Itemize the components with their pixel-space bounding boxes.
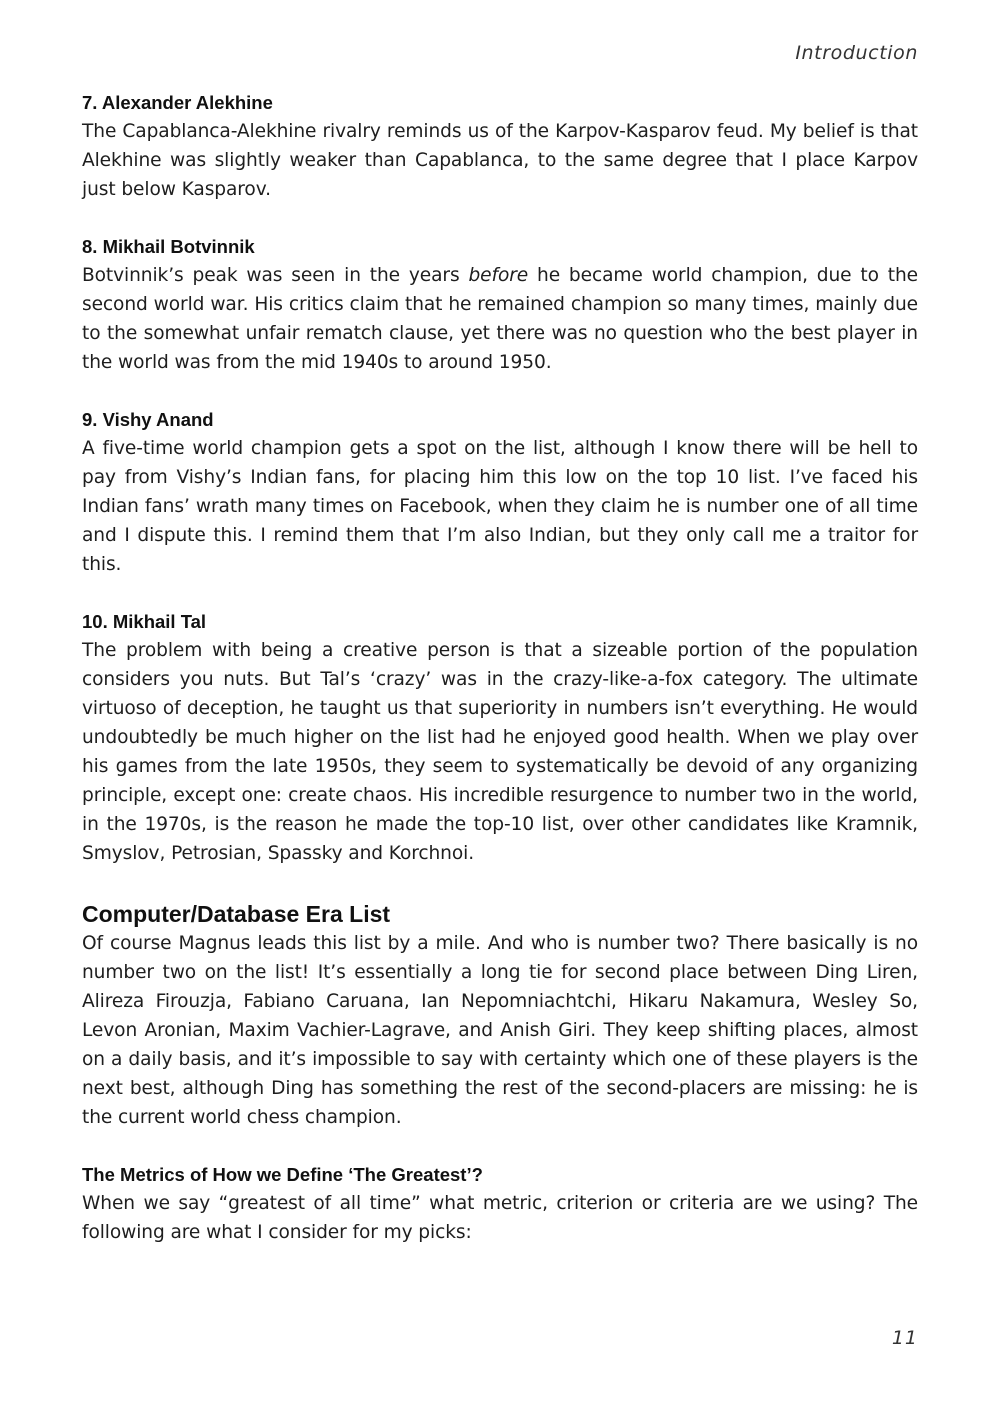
section-metrics [82,1160,918,1247]
running-head: Introduction [795,42,918,64]
chapter-subheading: Computer/Database Era List [82,901,391,927]
section-paragraph: The Capablanca-Alekhine rivalry reminds us of the Karpov-Kasparov feud. My belief is that Alekhine was slightly weaker than Capablanca, to the same degree that I place Karpov just below Kasparov. [82,121,918,200]
section-heading: 10. Mikhail Tal [82,611,207,632]
page-content [82,88,918,1275]
book-page [82,0,918,1412]
paragraph-text-end: he became world champion, due to the second world war. His critics claim that he remained champion so many times, mainly due to the somewhat unfair rematch clause, yet there was no question who the best player in the world was from the mid 1940s to around 1950. [82,265,918,373]
section-alekhine [82,88,918,204]
emphasized-word: before [468,265,529,286]
section-heading: 7. Alexander Alekhine [82,92,273,113]
section-paragraph: The problem with being a creative person is that a sizeable portion of the population considers you nuts. But Tal’s ‘crazy’ was in the crazy-like-a-fox category. The ultimate virtuoso of deception, he taught us that superiority in numbers isn’t everything. He would undoubtedly be much higher on the list had he enjoyed good health. When we play over his games from the late 1950s, they seem to systematically be devoid of any organizing principle, except one: create chaos. His incredible resurgence to number two in the world, in the 1970s, is the reason he made the top-10 list, over other candidates like Kramnik, Smyslov, Petrosian, Spassky and Korchnoi. [82,640,918,864]
section-heading: 8. Mikhail Botvinnik [82,236,255,257]
section-paragraph: Of course Magnus leads this list by a mile. And who is number two? There basically is no number two on the list! It’s essentially a long tie for second place between Ding Liren, Alireza Firouzja, Fabiano Caruana, Ian Nepomniachtchi, Hikaru Nakamura, Wesley So, Levon Aronian, Maxim Vachier-Lagrave, and Anish Giri. They keep shifting places, almost on a daily basis, and it’s impossible to say with certainty which one of these players is the next best, although Ding has something the rest of the second-placers are missing: he is the current world chess champion. [82,933,918,1128]
section-paragraph: A five-time world champion gets a spot on the list, although I know there will be hell to pay from Vishy’s Indian fans, for placing him this low on the top 10 list. I’ve faced his Indian fans’ wrath many times on Facebook, when they claim he is number one of all time and I dispute this. I remind them that I’m also Indian, but they only call me a traitor for this. [82,438,918,575]
section-tal [82,607,918,868]
paragraph-text-start: Botvinnik’s peak was seen in the years [82,265,469,286]
section-botvinnik [82,232,918,377]
section-computer-era [82,896,918,1132]
section-paragraph: When we say “greatest of all time” what metric, criterion or criteria are we using? The following are what I consider for my picks: [82,1193,918,1243]
page-number: 11 [891,1327,918,1349]
section-paragraph [82,261,918,377]
section-heading: 9. Vishy Anand [82,409,214,430]
section-anand [82,405,918,579]
section-heading: The Metrics of How we Define ‘The Greatest’? [82,1164,483,1185]
